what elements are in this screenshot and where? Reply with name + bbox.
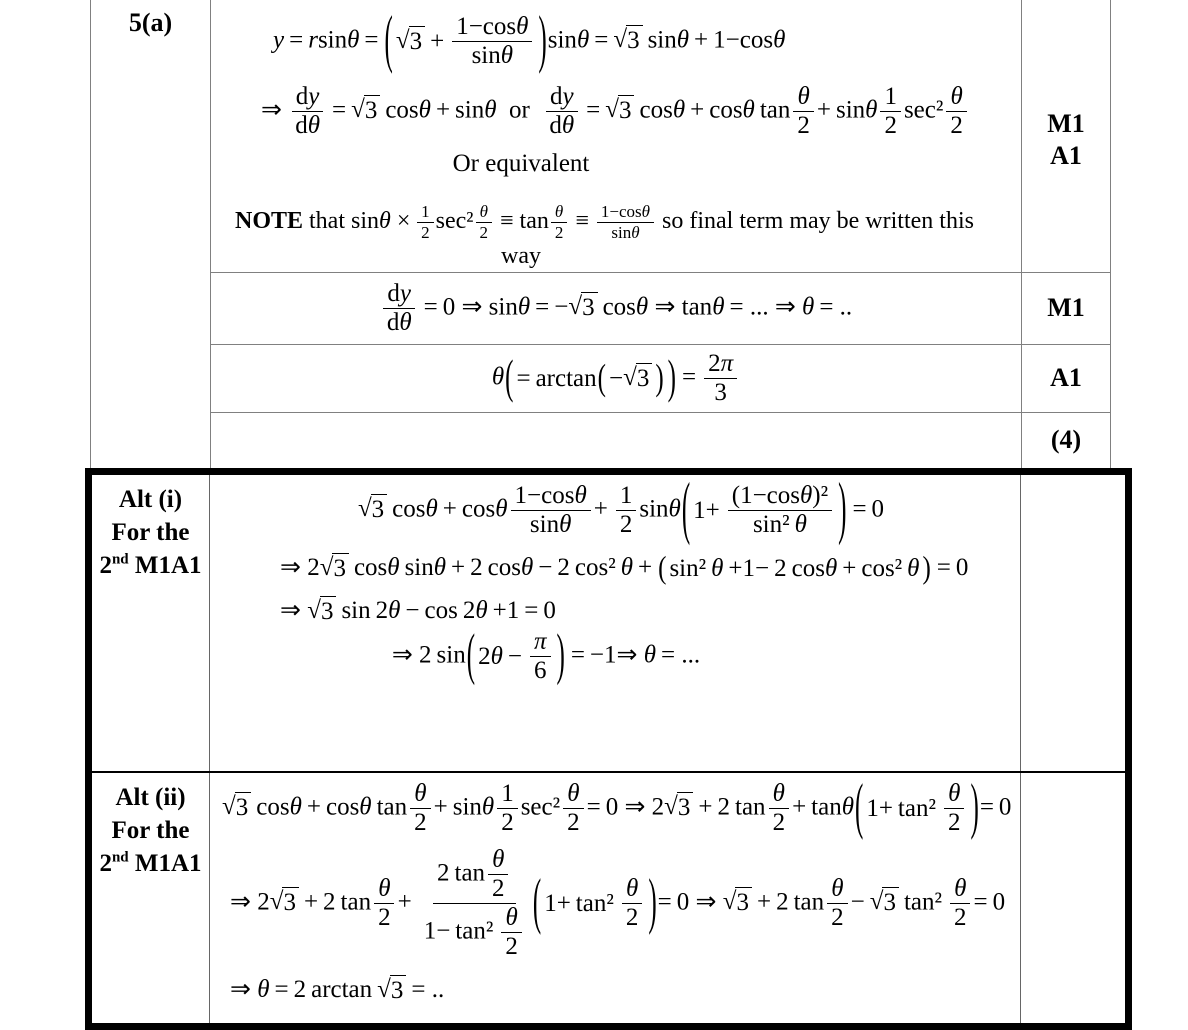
mark-m1: M1 — [1047, 293, 1085, 323]
alt-ii-title: Alt (ii) — [115, 784, 186, 811]
formula-line-set-zero: $\frac{dy}{d\theta}$ = 0 ⇒ sinθ = − √ 3 cosθ ⇒ tanθ = ... ⇒ θ = .. — [380, 281, 852, 337]
working-cell-row4 — [211, 413, 1021, 468]
formula-line: ⇒ 2 √ 3 + 2 tan $\frac{\theta}{2}$ + 2 tan $\frac{\theta}{2}$ 1− tan² $\frac{\theta}{2}$ ( 1+ tan² $\frac{\theta}{2}$ ) = 0 ⇒ √ 3 + 2 tan $\frac{\theta}{2}$ − √ 3 tan² $\frac{\theta}{2}$ = 0 — [230, 845, 1006, 961]
formula-line: √ 3 cosθ + cosθ tan $\frac{\theta}{2}$ + sinθ $\frac{1}{2}$ sec² $\frac{\theta}{2}$ = 0 ⇒ 2 √ 3 + 2 tan $\frac{\theta}{2}$ + tanθ ( 1+ tan² $\frac{\theta}{2}$ ) = 0 — [222, 773, 1012, 842]
alt-ii-subtitle: For the — [111, 817, 190, 844]
alt-ii-box — [85, 771, 1132, 1030]
alt-ii-label — [92, 773, 210, 1023]
formula-line: √ 3 cosθ + cosθ $\frac{1-\cos\theta}{\sin\theta}$ + $\frac{1}{2}$ sinθ ( 1+ $\frac{\text{(1−cosθ)²}}{\text{sin² θ}}$ ) = 0 — [357, 471, 885, 548]
or-equivalent-text: Or equivalent — [452, 150, 590, 177]
alt-i-label — [92, 475, 210, 775]
note-line: NOTE that sinθ × $\frac{1}{2}$ sec² $\frac{\theta}{2}$ ≡ tan $\frac{\theta}{2}$ ≡ $\frac{1-\cos\theta}{\sin\theta}$ so final term may be written this — [235, 202, 974, 242]
mark-a1: A1 — [1050, 141, 1082, 170]
marks-cell-row4 — [1021, 413, 1111, 468]
alt-ii-working — [210, 773, 1020, 1023]
mark-a1: A1 — [1050, 363, 1082, 393]
alt-i-marks-cell — [1020, 475, 1125, 775]
marks-cell-row1 — [1021, 0, 1111, 273]
alt-i-title: Alt (i) — [118, 486, 183, 513]
alt-i-box — [85, 468, 1132, 782]
alt-i-subtitle: For the — [111, 519, 190, 546]
formula-line: ⇒ √ 3 sin 2θ − cos 2θ +1 = 0 — [280, 596, 556, 625]
alt-ii-marks-cell — [1020, 773, 1125, 1023]
working-cell-row3 — [211, 345, 1021, 413]
mark-total: (4) — [1050, 425, 1082, 455]
marks-cell-row2 — [1021, 273, 1111, 345]
question-number: 5(a) — [91, 0, 211, 468]
formula-line: ⇒ θ = 2 arctan √ 3 = .. — [230, 975, 445, 1004]
marks-cell-row3 — [1021, 345, 1111, 413]
alt-ii-marks-ref: 2nd M1A1 — [99, 849, 202, 877]
alt-i-working — [210, 471, 1020, 775]
formula-line: ⇒ 2 √ 3 cosθ sinθ + 2 cosθ − 2 cos² θ + ( sin² θ +1− 2 cos θ + cos² θ ) = 0 — [280, 551, 969, 586]
formula-line-derivative: ⇒ $\frac{dy}{d\theta}$ = √ 3 cosθ + sinθ or $\frac{dy}{d\theta}$ = √ 3 cosθ + cosθ tan $\frac{\theta}{2}$ + sinθ $\frac{1}{2}$ sec² $\frac{\theta}{2}$ — [261, 84, 1021, 140]
formula-line-y-definition: y = rsinθ = ( √ 3 + $\frac{1-\cos\theta}{\sin\theta}$ ) sinθ = √ 3 sinθ + 1−cosθ — [273, 5, 786, 76]
formula-line-theta-result: θ ( = arctan ( − √ 3 ) ) = $\frac{2\pi}{3}$ — [492, 351, 740, 407]
working-cell-row2 — [211, 273, 1021, 345]
mark-m1: M1 — [1047, 108, 1085, 138]
alt-i-marks-ref: 2nd M1A1 — [99, 551, 202, 579]
note-line-wrap: way — [501, 242, 541, 269]
formula-line: ⇒ 2 sin ( 2 θ − $\frac{\pi}{6}$ ) = −1⇒ θ = ... — [391, 624, 701, 687]
question-5a-table — [90, 0, 1111, 468]
working-cell-row1 — [211, 0, 1021, 273]
